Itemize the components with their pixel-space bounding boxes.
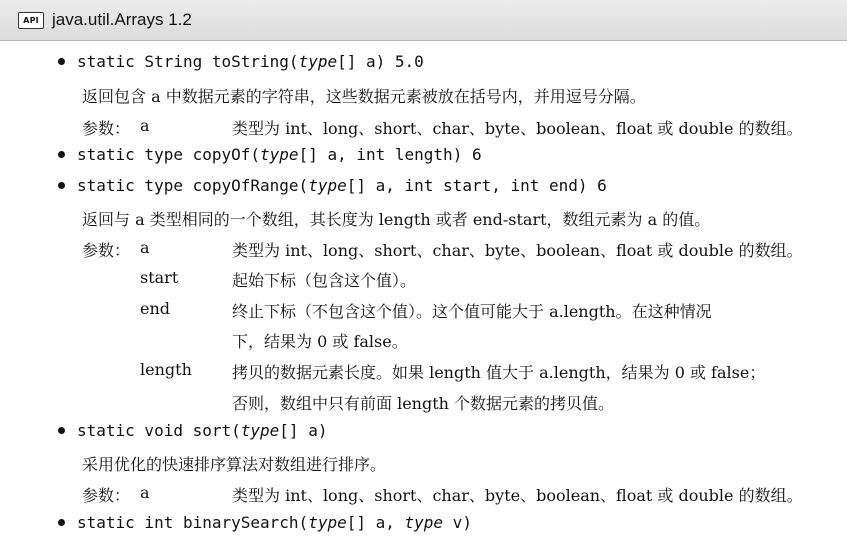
bullet	[58, 427, 65, 434]
method-signature-tostring: static String toString(type[] a) 5.0	[58, 52, 424, 71]
param-description: 拷贝的数据元素长度。如果 length 值大于 a.length，结果为 0 或 false；	[232, 363, 766, 382]
param-name: end	[140, 299, 171, 318]
method-signature-binarysearch: static int binarySearch(type[] a, type v)	[58, 513, 472, 532]
bullet	[58, 182, 65, 189]
param-description: 终止下标（不包含这个值）。这个值可能大于 a.length。在这种情况	[232, 302, 712, 321]
param-name: a	[140, 238, 150, 257]
bullet	[58, 151, 65, 158]
param-label: 参数：	[82, 486, 131, 505]
param-description-continued: 否则，数组中只有前面 length 个数据元素的拷贝值。	[232, 394, 615, 413]
param-name: a	[140, 116, 150, 135]
method-description-tostring: 返回包含 a 中数据元素的字符串，这些数据元素被放在括号内，并用逗号分隔。	[82, 87, 646, 106]
param-name: a	[140, 483, 150, 502]
param-description: 起始下标（包含这个值）。	[232, 271, 417, 290]
param-description: 类型为 int、long、short、char、byte、boolean、float 或 double 的数组。	[232, 486, 803, 505]
api-header	[0, 0, 847, 41]
bullet	[58, 58, 65, 65]
param-name: length	[140, 360, 192, 379]
method-description-sort: 采用优化的快速排序算法对数组进行排序。	[82, 455, 387, 474]
method-signature-copyofrange: static type copyOfRange(type[] a, int start, int end) 6	[58, 176, 607, 195]
param-description: 类型为 int、long、short、char、byte、boolean、float 或 double 的数组。	[232, 119, 803, 138]
param-description: 类型为 int、long、short、char、byte、boolean、float 或 double 的数组。	[232, 241, 803, 260]
method-signature-copyof: static type copyOf(type[] a, int length) 6	[58, 145, 482, 164]
api-badge-icon: API	[18, 12, 44, 29]
method-signature-sort: static void sort(type[] a)	[58, 421, 327, 440]
param-label: 参数：	[82, 119, 131, 138]
bullet	[58, 519, 65, 526]
param-description-continued: 下，结果为 0 或 false。	[232, 332, 408, 351]
param-name: start	[140, 268, 179, 287]
param-label: 参数：	[82, 241, 131, 260]
method-description-copyofrange: 返回与 a 类型相同的一个数组，其长度为 length 或者 end-start，数组元素为 a 的值。	[82, 210, 711, 229]
class-title: java.util.Arrays 1.2	[52, 10, 192, 29]
